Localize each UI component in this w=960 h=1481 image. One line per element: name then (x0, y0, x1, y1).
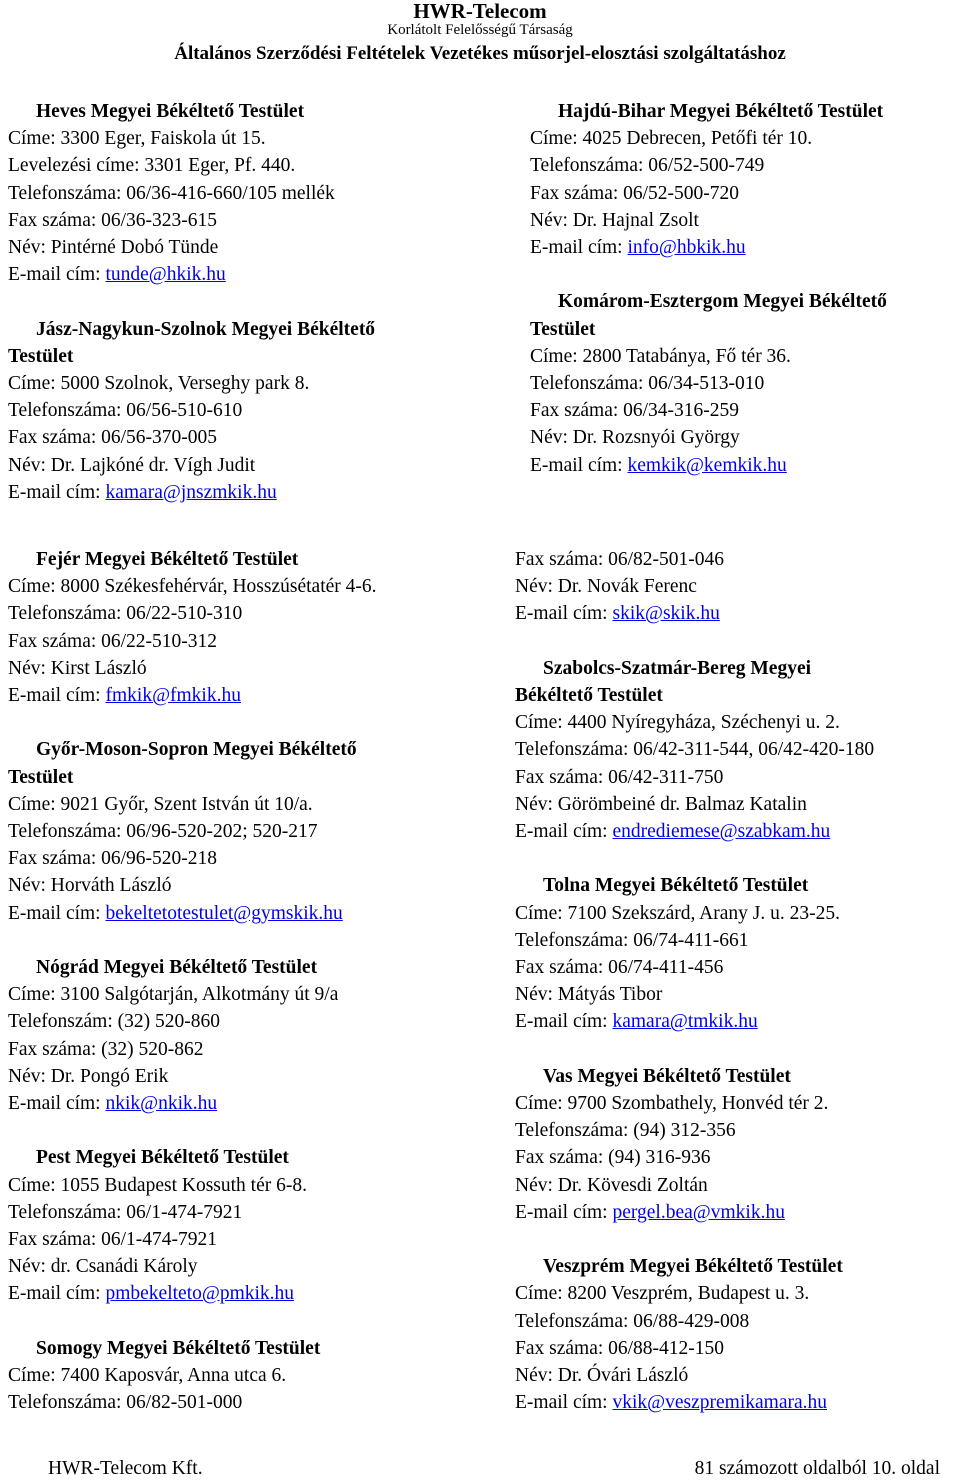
section-title-line1: Győr-Moson-Sopron Megyei Békéltető (36, 739, 357, 761)
section-title (8, 316, 478, 370)
company-name: HWR-Telecom (413, 0, 547, 23)
email-row (8, 1280, 498, 1307)
contact-name: Név: Dr. Óvári László (515, 1365, 689, 1387)
address: Címe: 7400 Kaposvár, Anna utca 6. (8, 1365, 287, 1387)
phone: Telefonszám: (32) 520-860 (8, 1011, 220, 1033)
section-title: Somogy Megyei Békéltető Testület (36, 1337, 321, 1359)
section-szabolcs (515, 655, 955, 845)
section-somogy-continued (515, 546, 955, 628)
email-link[interactable]: info@hbkik.hu (627, 237, 746, 259)
section-title: Heves Megyei Békéltető Testület (36, 101, 305, 122)
top-right-column (530, 98, 955, 506)
address: Címe: 2800 Tatabánya, Fő tér 36. (530, 345, 791, 367)
fax: Fax száma: (94) 316-936 (515, 1147, 711, 1169)
section-title-line2: Békéltető Testület (515, 685, 663, 706)
fax: Fax száma: 06/56-370-005 (8, 427, 218, 449)
section-vas (515, 1063, 955, 1226)
section-title: Tolna Megyei Békéltető Testület (543, 875, 809, 897)
contact-name: Név: dr. Csanádi Károly (8, 1256, 198, 1278)
phone: Telefonszáma: (94) 312-356 (515, 1120, 736, 1142)
section-title-line1: Komárom-Esztergom Megyei Békéltető (558, 291, 887, 313)
fax: Fax száma: 06/88-412-150 (515, 1337, 725, 1359)
section-title (8, 736, 498, 790)
phone: Telefonszáma: 06/52-500-749 (530, 155, 765, 177)
email-link[interactable]: kemkik@kemkik.hu (627, 454, 787, 476)
bottom-right-column (515, 546, 955, 1416)
email-label: E-mail cím: (8, 481, 106, 503)
email-row (8, 682, 498, 709)
email-label: E-mail cím: (515, 1011, 613, 1033)
email-label: E-mail cím: (8, 902, 106, 924)
email-row (8, 1090, 498, 1117)
phone: Telefonszáma: 06/82-501-000 (8, 1392, 243, 1414)
fax: Fax száma: 06/52-500-720 (530, 182, 740, 204)
section-pest (8, 1144, 498, 1307)
email-link[interactable]: fmkik@fmkik.hu (105, 685, 241, 707)
email-row (515, 600, 955, 627)
section-title: Fejér Megyei Békéltető Testület (36, 549, 299, 570)
address: Címe: 9700 Szombathely, Honvéd tér 2. (515, 1093, 829, 1115)
fax: Fax száma: 06/36-323-615 (8, 209, 218, 231)
section-title-line2: Testület (8, 345, 74, 367)
email-row (515, 1199, 955, 1226)
phone: Telefonszáma: 06/34-513-010 (530, 373, 765, 395)
email-label: E-mail cím: (515, 1392, 613, 1414)
section-title-line2: Testület (530, 318, 596, 340)
section-title: Vas Megyei Békéltető Testület (543, 1065, 791, 1087)
email-row (8, 479, 478, 506)
contact-name: Név: Dr. Lajkóné dr. Vígh Judit (8, 454, 256, 476)
address: Címe: 1055 Budapest Kossuth tér 6-8. (8, 1174, 307, 1196)
section-title (515, 655, 955, 709)
email-link[interactable]: pmbekelteto@pmkik.hu (105, 1283, 295, 1305)
fax: Fax száma: 06/82-501-046 (515, 549, 725, 570)
email-label: E-mail cím: (530, 454, 628, 476)
fax: Fax száma: 06/34-316-259 (530, 400, 740, 422)
email-label: E-mail cím: (515, 821, 613, 843)
address: Címe: 4400 Nyíregyháza, Széchenyi u. 2. (515, 712, 840, 734)
contact-name: Név: Dr. Rozsnyói György (530, 427, 740, 449)
section-fejer (8, 546, 498, 709)
email-row (530, 234, 955, 261)
section-hajdu (530, 98, 955, 261)
section-komarom (530, 288, 955, 478)
contact-name: Név: Dr. Hajnal Zsolt (530, 209, 699, 231)
contact-name: Név: Dr. Kövesdi Zoltán (515, 1174, 708, 1196)
fax: Fax száma: 06/1-474-7921 (8, 1229, 218, 1251)
fax: Fax száma: 06/74-411-456 (515, 957, 724, 979)
phone: Telefonszáma: 06/74-411-661 (515, 929, 749, 951)
section-title-line1: Jász-Nagykun-Szolnok Megyei Békéltető (36, 318, 376, 340)
email-link[interactable]: kamara@jnszmkik.hu (105, 481, 277, 503)
email-label: E-mail cím: (8, 685, 106, 707)
email-link[interactable]: vkik@veszpremikamara.hu (612, 1392, 827, 1414)
postal-address: Levelezési címe: 3301 Eger, Pf. 440. (8, 155, 296, 177)
section-nograd (8, 954, 498, 1117)
section-title: Veszprém Megyei Békéltető Testület (543, 1256, 843, 1278)
address: Címe: 3100 Salgótarján, Alkotmány út 9/a (8, 984, 339, 1006)
address: Címe: 8000 Székesfehérvár, Hosszúsétatér 4-6. (8, 576, 377, 598)
address: Címe: 8200 Veszprém, Budapest u. 3. (515, 1283, 810, 1305)
email-link[interactable]: kamara@tmkik.hu (612, 1011, 758, 1033)
contact-name: Név: Görömbeiné dr. Balmaz Katalin (515, 793, 807, 815)
document-header (0, 0, 960, 66)
address: Címe: 5000 Szolnok, Verseghy park 8. (8, 373, 310, 395)
address: Címe: 3300 Eger, Faiskola út 15. (8, 128, 266, 150)
section-title-line1: Szabolcs-Szatmár-Bereg Megyei (543, 657, 812, 679)
phone: Telefonszáma: 06/22-510-310 (8, 603, 243, 625)
email-row (515, 1008, 955, 1035)
section-gyor (8, 736, 498, 926)
email-label: E-mail cím: (515, 603, 613, 625)
email-label: E-mail cím: (8, 264, 106, 286)
section-tolna (515, 872, 955, 1035)
contact-name: Név: Kirst László (8, 657, 147, 679)
email-row (515, 818, 955, 845)
phone: Telefonszáma: 06/42-311-544, 06/42-420-180 (515, 739, 875, 761)
email-label: E-mail cím: (530, 237, 628, 259)
email-label: E-mail cím: (8, 1093, 106, 1115)
phone: Telefonszáma: 06/56-510-610 (8, 400, 243, 422)
email-link[interactable]: nkik@nkik.hu (105, 1093, 218, 1115)
email-link[interactable]: endrediemese@szabkam.hu (612, 821, 831, 843)
phone: Telefonszáma: 06/1-474-7921 (8, 1201, 243, 1223)
contact-name: Név: Pintérné Dobó Tünde (8, 237, 219, 259)
section-title-line2: Testület (8, 766, 74, 788)
fax: Fax száma: 06/22-510-312 (8, 630, 218, 652)
company-subtitle: Korlátolt Felelősségű Társaság (387, 22, 573, 38)
contact-name: Név: Dr. Pongó Erik (8, 1065, 169, 1087)
section-title: Nógrád Megyei Békéltető Testület (36, 957, 318, 979)
email-row (530, 452, 955, 479)
address: Címe: 7100 Szekszárd, Arany J. u. 23-25. (515, 902, 840, 924)
email-row (8, 900, 498, 927)
phone: Telefonszáma: 06/36-416-660/105 mellék (8, 182, 335, 204)
section-heves (8, 98, 478, 288)
document-title: Általános Szerződési Feltételek Vezetékes műsorjel-elosztási szolgáltatáshoz (174, 43, 786, 64)
section-title: Pest Megyei Békéltető Testület (36, 1147, 289, 1169)
email-row (515, 1389, 955, 1416)
contact-name: Név: Dr. Novák Ferenc (515, 576, 697, 598)
section-jasz (8, 316, 478, 506)
bottom-left-column (8, 546, 498, 1416)
phone: Telefonszáma: 06/96-520-202; 520-217 (8, 821, 318, 843)
fax: Fax száma: (32) 520-862 (8, 1038, 204, 1060)
fax: Fax száma: 06/96-520-218 (8, 848, 218, 870)
footer-left: HWR-Telecom Kft. (48, 1458, 203, 1479)
top-left-column (8, 98, 478, 533)
contact-name: Név: Horváth László (8, 875, 172, 897)
email-label: E-mail cím: (8, 1283, 106, 1305)
address: Címe: 9021 Győr, Szent István út 10/a. (8, 793, 313, 815)
contact-name: Név: Mátyás Tibor (515, 984, 663, 1006)
email-row (8, 261, 478, 288)
phone: Telefonszáma: 06/88-429-008 (515, 1310, 750, 1332)
email-link[interactable]: pergel.bea@vmkik.hu (612, 1201, 785, 1223)
section-somogy (8, 1335, 498, 1417)
address: Címe: 4025 Debrecen, Petőfi tér 10. (530, 128, 813, 150)
email-link[interactable]: bekeltetotestulet@gymskik.hu (105, 902, 343, 924)
email-label: E-mail cím: (515, 1201, 613, 1223)
section-title (530, 288, 955, 342)
section-veszprem (515, 1253, 955, 1416)
footer-page-number: 81 számozott oldalból 10. oldal (694, 1458, 940, 1479)
email-link[interactable]: skik@skik.hu (612, 603, 720, 625)
fax: Fax száma: 06/42-311-750 (515, 766, 724, 788)
section-title: Hajdú-Bihar Megyei Békéltető Testület (558, 101, 884, 122)
email-link[interactable]: tunde@hkik.hu (105, 264, 226, 286)
